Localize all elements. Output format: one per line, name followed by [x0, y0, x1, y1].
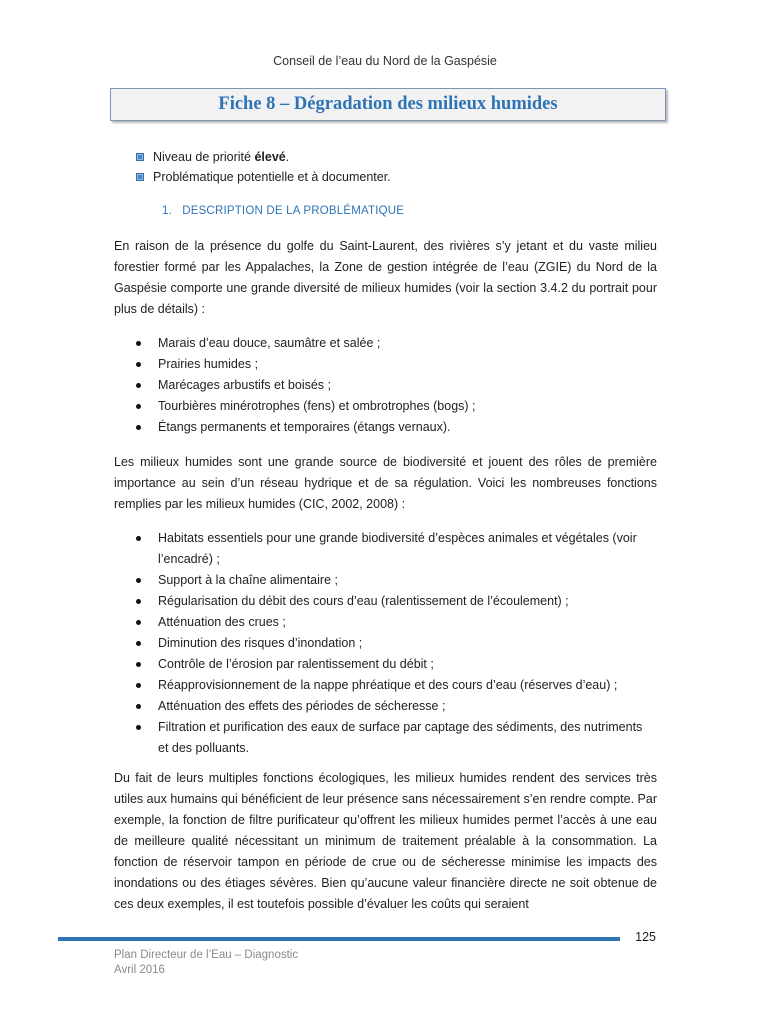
functions-list: [136, 528, 656, 759]
priority-level-text: Niveau de priorité élevé.: [153, 150, 290, 164]
bullet-icon: [136, 536, 141, 541]
list-item: Régularisation du débit des cours d’eau (ralentissement de l’écoulement) ;: [136, 591, 656, 612]
list-item: Atténuation des crues ;: [136, 612, 656, 633]
functions-paragraph: Les milieux humides sont une grande source de biodiversité et jouent des rôles de première importance au sein d’un réseau hydrique et de sa régulation. Voici les nombreuses fonctions remplies par les milieux humides (CIC, 2002, 2008) :: [114, 455, 657, 511]
bullet-icon: [136, 704, 141, 709]
bullet-icon: [136, 620, 141, 625]
page-number: 125: [635, 930, 656, 944]
section-title: DESCRIPTION DE LA PROBLÉMATIQUE: [182, 205, 405, 217]
fiche-title: Fiche 8 – Dégradation des milieux humides: [218, 94, 558, 114]
running-header: Conseil de l’eau du Nord de la Gaspésie: [273, 54, 497, 68]
list-item: Réapprovisionnement de la nappe phréatique et des cours d’eau (réserves d’eau) ;: [136, 675, 656, 696]
priority-list: [136, 147, 391, 187]
fiche-title-box: [110, 88, 666, 121]
bullet-icon: [136, 404, 141, 409]
services-paragraph: Du fait de leurs multiples fonctions écologiques, les milieux humides rendent des services très utiles aux humains qui bénéficient de leur présence sans nécessairement s’en rendre compte. Par exemple, la fonction de filtre purificateur qu’offrent les milieux humides permet l’accès à une eau de meilleure qualité nécessitant un minimum de traitement préalable à la consommation. La fonction de réservoir tampon en période de crue ou de sécheresse minimise les impacts des inondations ou des étiages sévères. Bien qu’aucune valeur financière directe ne soit obtenue de ces deux exemples, il est toutefois possible d’évaluer les coûts qui seraient: [114, 771, 657, 911]
list-item: Prairies humides ;: [136, 354, 656, 375]
bullet-icon: [136, 425, 141, 430]
footer-divider: [58, 937, 620, 941]
priority-item: [136, 167, 391, 187]
list-item: Contrôle de l’érosion par ralentissement du débit ;: [136, 654, 656, 675]
list-item: Tourbières minérotrophes (fens) et ombrotrophes (bogs) ;: [136, 396, 656, 417]
bullet-icon: [136, 683, 141, 688]
bullet-icon: [136, 362, 141, 367]
priority-level-value: élevé: [254, 150, 286, 164]
list-item: Étangs permanents et temporaires (étangs vernaux).: [136, 417, 656, 438]
priority-status-text: Problématique potentielle et à documenter.: [153, 170, 391, 184]
list-item: Marécages arbustifs et boisés ;: [136, 375, 656, 396]
footer: [114, 948, 298, 978]
bullet-icon: [136, 662, 141, 667]
bullet-icon: [136, 641, 141, 646]
square-bullet-icon: [136, 153, 144, 161]
list-item: Diminution des risques d’inondation ;: [136, 633, 656, 654]
footer-date: Avril 2016: [114, 964, 165, 976]
section-number: 1.: [162, 205, 172, 217]
section-heading: [162, 205, 404, 217]
intro-paragraph: En raison de la présence du golfe du Saint-Laurent, des rivières s’y jetant et du vaste milieu forestier formé par les Appalaches, la Zone de gestion intégrée de l’eau (ZGIE) du Nord de la Gaspésie comporte une grande diversité de milieux humides (voir la section 3.4.2 du portrait pour plus de détails) :: [114, 239, 657, 316]
bullet-icon: [136, 578, 141, 583]
list-item: Atténuation des effets des périodes de sécheresse ;: [136, 696, 656, 717]
list-item: Support à la chaîne alimentaire ;: [136, 570, 656, 591]
footer-document-title: Plan Directeur de l’Eau – Diagnostic: [114, 949, 299, 961]
bullet-icon: [136, 383, 141, 388]
bullet-icon: [136, 725, 141, 730]
bullet-icon: [136, 599, 141, 604]
wetland-types-list: [136, 333, 656, 438]
list-item: Habitats essentiels pour une grande biodiversité d’espèces animales et végétales (voir l’encadré) ;: [136, 528, 656, 570]
list-item: Marais d’eau douce, saumâtre et salée ;: [136, 333, 656, 354]
bullet-icon: [136, 341, 141, 346]
priority-item: [136, 147, 391, 167]
square-bullet-icon: [136, 173, 144, 181]
list-item: Filtration et purification des eaux de surface par captage des sédiments, des nutriments et des polluants.: [136, 717, 656, 759]
